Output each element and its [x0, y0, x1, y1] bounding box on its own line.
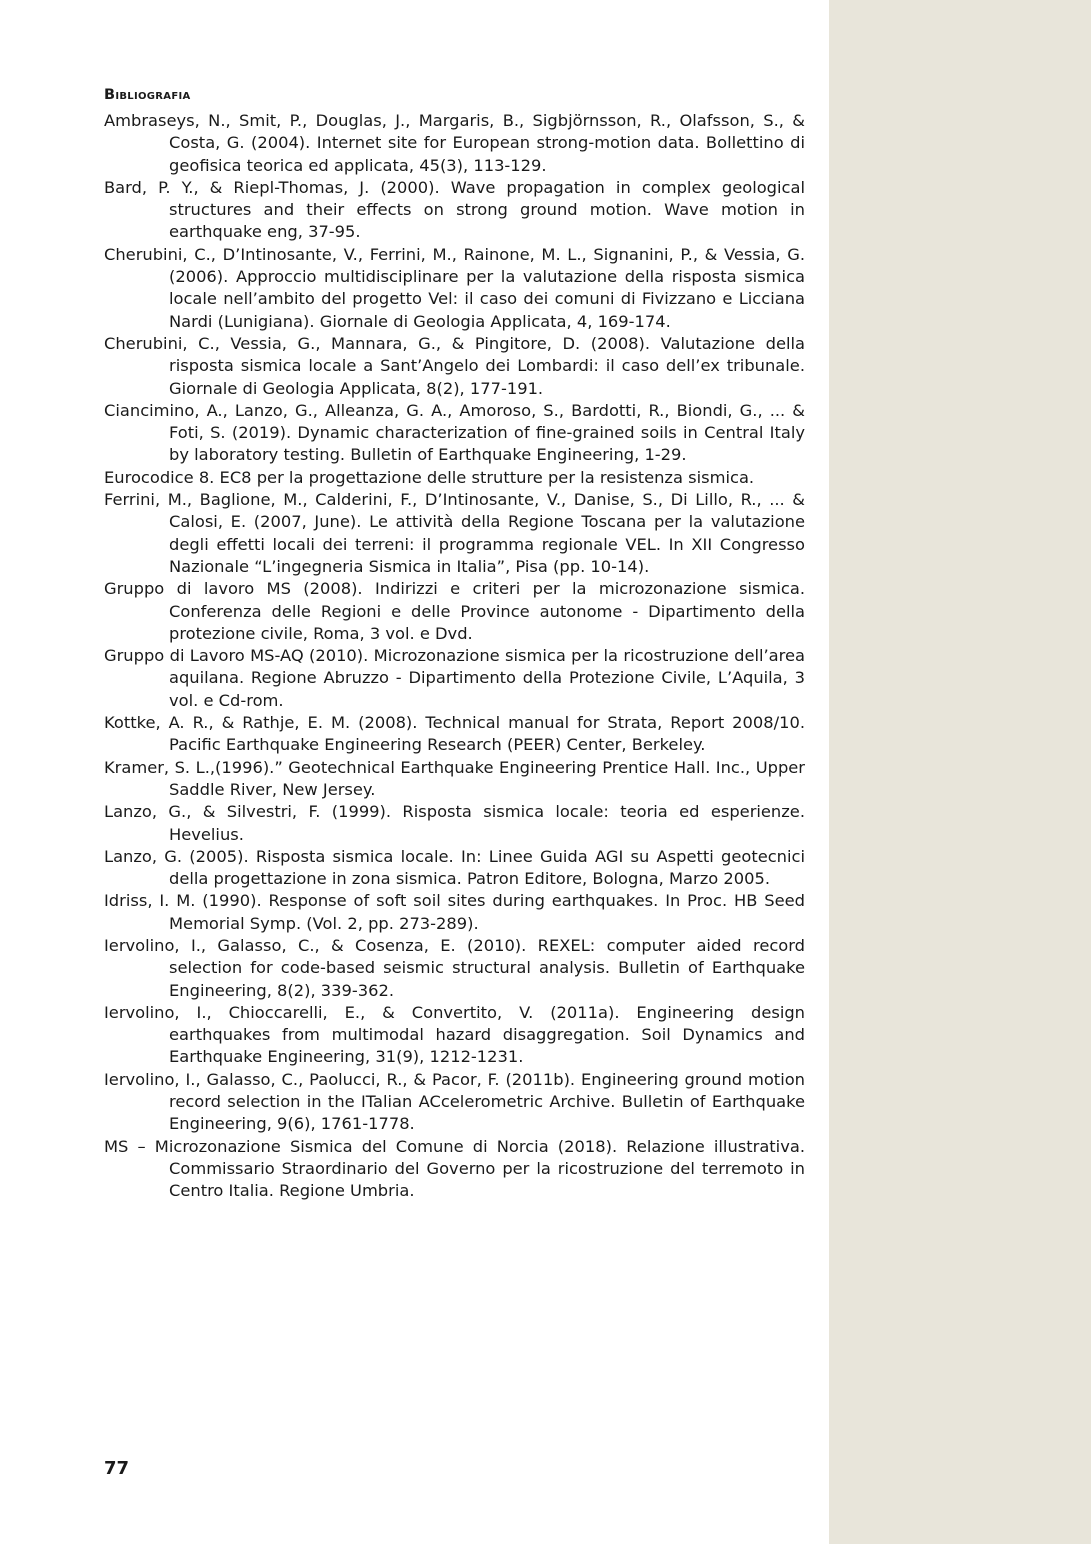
reference-entry: Ciancimino, A., Lanzo, G., Alleanza, G. A., Amoroso, S., Bardotti, R., Biondi, G., ... & Foti, S. (2019). Dynamic characterization of fine-grained soils in Central Italy by laboratory testing. Bulletin of Earthquake Engineering, 1-29.	[104, 400, 805, 465]
reference-entry: Cherubini, C., Vessia, G., Mannara, G., & Pingitore, D. (2008). Valutazione della risposta sismica locale a Sant’Angelo dei Lombardi: il caso dell’ex tribunale. Giornale di Geologia Applicata, 8(2), 177-191.	[104, 333, 805, 398]
reference-entry: Kottke, A. R., & Rathje, E. M. (2008). Technical manual for Strata, Report 2008/10. Pacific Earthquake Engineering Research (PEER) Center, Berkeley.	[104, 713, 805, 755]
reference-entry: Eurocodice 8. EC8 per la progettazione delle strutture per la resistenza sismica.	[104, 467, 755, 487]
reference-entry: Idriss, I. M. (1990). Response of soft soil sites during earthquakes. In Proc. HB Seed Memorial Symp. (Vol. 2, pp. 273-289).	[104, 891, 805, 933]
page-number: 77	[104, 1458, 130, 1479]
reference-entry: Lanzo, G., & Silvestri, F. (1999). Risposta sismica locale: teoria ed esperienze. Hevelius.	[104, 802, 805, 844]
reference-entry: Ferrini, M., Baglione, M., Calderini, F., D’Intinosante, V., Danise, S., Di Lillo, R., ... & Calosi, E. (2007, June). Le attività della Regione Toscana per la valutazione degli effetti locali dei terreni: il programma regionale VEL. In XII Congresso Nazionale “L’ingegneria Sismica in Italia”, Pisa (pp. 10-14).	[104, 490, 805, 576]
reference-entry: Lanzo, G. (2005). Risposta sismica locale. In: Linee Guida AGI su Aspetti geotecnici della progettazione in zona sismica. Patron Editore, Bologna, Marzo 2005.	[104, 846, 805, 889]
reference-entry: Gruppo di lavoro MS (2008). Indirizzi e criteri per la microzonazione sismica. Conferenza delle Regioni e delle Province autonome - Dipartimento della protezione civile, Roma, 3 vol. e Dvd.	[104, 579, 805, 643]
section-heading: Bibliografia	[104, 87, 191, 103]
page-content	[104, 84, 805, 1203]
reference-entry: Iervolino, I., Galasso, C., Paolucci, R., & Pacor, F. (2011b). Engineering ground motion record selection in the ITalian ACcelerometric Archive. Bulletin of Earthquake Engineering, 9(6), 1761-1778.	[104, 1069, 805, 1134]
reference-entry: Ambraseys, N., Smit, P., Douglas, J., Margaris, B., Sigbjörnsson, R., Olafsson, S., & Costa, G. (2004). Internet site for European strong-motion data. Bollettino di geofisica teorica ed applicata, 45(3), 113-129.	[104, 111, 805, 175]
reference-entry: Iervolino, I., Galasso, C., & Cosenza, E. (2010). REXEL: computer aided record selection for code-based seismic structural analysis. Bulletin of Earthquake Engineering, 8(2), 339-362.	[104, 935, 805, 1000]
reference-entry: Cherubini, C., D’Intinosante, V., Ferrini, M., Rainone, M. L., Signanini, P., & Vessia, G. (2006). Approccio multidisciplinare per la valutazione della risposta sismica locale nell’ambito del progetto Vel: il caso dei comuni di Fivizzano e Licciana Nardi (Lunigiana). Giornale di Geologia Applicata, 4, 169-174.	[104, 244, 805, 331]
reference-entry: Iervolino, I., Chioccarelli, E., & Convertito, V. (2011a). Engineering design earthquakes from multimodal hazard disaggregation. Soil Dynamics and Earthquake Engineering, 31(9), 1212-1231.	[104, 1002, 805, 1067]
reference-list	[104, 110, 805, 1203]
side-band	[829, 0, 1091, 1544]
reference-entry: MS – Microzonazione Sismica del Comune di Norcia (2018). Relazione illustrativa. Commissario Straordinario del Governo per la ricostruzione del terremoto in Centro Italia. Regione Umbria.	[104, 1136, 805, 1201]
reference-entry: Kramer, S. L.,(1996).” Geotechnical Earthquake Engineering Prentice Hall. Inc., Upper Saddle River, New Jersey.	[104, 757, 805, 799]
reference-entry: Bard, P. Y., & Riepl-Thomas, J. (2000). Wave propagation in complex geological structures and their effects on strong ground motion. Wave motion in earthquake eng, 37-95.	[104, 177, 805, 242]
reference-entry: Gruppo di Lavoro MS-AQ (2010). Microzonazione sismica per la ricostruzione dell’area aquilana. Regione Abruzzo - Dipartimento della Protezione Civile, L’Aquila, 3 vol. e Cd-rom.	[104, 646, 805, 710]
